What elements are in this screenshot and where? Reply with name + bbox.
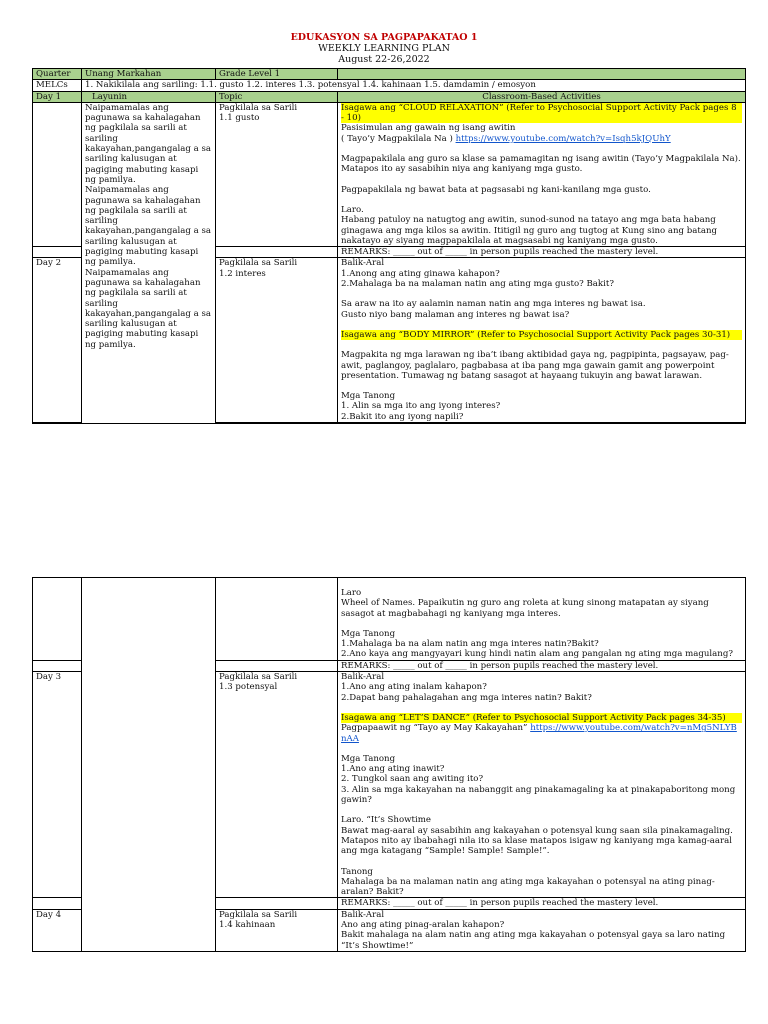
day-2-para-4: Mga Tanong 1. Alin sa mga ito ang iyong interes? 2.Bakit ito ang iyong napili? xyxy=(341,391,501,422)
layunin-text-3: Naipamamalas ang pagunawa sa kahalagahan ng pagkilala sa sarili at sariling kakayahan,pangangalag a sa sariling kalusugan at pagiging mabuting kasapi ng pamilya. xyxy=(85,267,214,350)
day-2-para-3: Magpakita ng mga larawan ng iba’t ibang aktibidad gaya ng, pagpipinta, pagsayaw, pag-awit, paglangoy, paglalaro, pagbabasa at iba pang mga gawain gamit ang powerpoint presentation. Tumawag ng batang sasagot at hayaang tukuyin ang bawat larawan. xyxy=(341,350,729,381)
day-1-row xyxy=(33,102,746,246)
topic-header: Topic xyxy=(216,91,338,102)
day-1-song-line: ( Tayo’y Magpakilala Na ) https://www.youtube.com/watch?v=Isqh5kJQUhY xyxy=(341,133,671,144)
document-subtitle: WEEKLY LEARNING PLAN xyxy=(318,43,450,54)
layunin-cell xyxy=(82,102,216,423)
learning-plan-table-page-2 xyxy=(32,577,746,952)
day-2-remarks: REMARKS: _____ out of _____ in person pupils reached the mastery level. xyxy=(338,660,746,671)
day-1-remarks: REMARKS: _____ out of _____ in person pupils reached the mastery level. xyxy=(338,247,746,258)
document-title: EDUKASYON SA PAGPAPAKATAO 1 xyxy=(290,32,478,43)
activities-header: Classroom-Based Activities xyxy=(338,91,746,102)
day-3-label: Day 3 xyxy=(33,672,82,898)
learning-plan-table-page-1 xyxy=(32,68,746,424)
day-2-para-6: Mga Tanong 1.Mahalaga ba na alam natin ang mga interes natin?Bakit? 2.Ano kaya ang mangyayari kung hindi natin alam ang pangalan ng ating mga magulang? xyxy=(341,628,733,660)
day-1-label: Day 1 xyxy=(33,91,82,102)
melcs-value: 1. Nakikilala ang sariling: 1.1. gusto 1.2. interes 1.3. potensyal 1.4. kahinaan 1.5. damdamin / emosyon xyxy=(82,80,746,91)
day-4-activities xyxy=(338,909,746,951)
layunin-header: Layunin xyxy=(82,91,216,102)
quarter-row xyxy=(33,69,746,80)
day-1-intro: Pasisimulan ang gawain ng isang awitin xyxy=(341,123,516,134)
day-1-topic: Pagkilala sa Sarili 1.1 gusto xyxy=(216,102,338,246)
day-3-topic: Pagkilala sa Sarili 1.3 potensyal xyxy=(216,672,338,898)
day-1-para-1: Magpapakilala ang guro sa klase sa pamamagitan ng isang awitin (Tayo’y Magpakilala Na). Matapos ito ay sasabihin niya ang kaniyang mga gusto. xyxy=(341,154,744,175)
day-1-song-link[interactable]: https://www.youtube.com/watch?v=Isqh5kJQUhY xyxy=(455,133,671,144)
day-2-continued-row xyxy=(33,578,746,661)
quarter-value: Unang Markahan xyxy=(82,69,216,80)
quarter-label: Quarter xyxy=(33,69,82,80)
day-3-para-4: Tanong Mahalaga ba na malaman natin ang ating mga kakayahan o potensyal na ating pinag-aralan? Bakit? xyxy=(341,866,715,898)
layunin-text-1: Naipamamalas ang pagunawa sa kahalagahan ng pagkilala sa sarili at sariling kakayahan,pangangalag a sa sariling kalusugan at pagiging mabuting kasapi ng pamilya. xyxy=(85,102,214,185)
day-3-para-3: Laro. “It’s Showtime Bawat mag-aaral ay sasabihin ang kakayahan o potensyal kung saan sila pinakamagaling. Matapos nito ay ibabahagi nila ito sa klase matapos isigaw ng kaniyang mga kamag-aaral ang mga katagang “Sample! Sample! Sample!”. xyxy=(341,815,733,857)
day-2-topic: Pagkilala sa Sarili 1.2 interes xyxy=(216,258,338,423)
day-1-para-2: Pagpapakilala ng bawat bata at pagsasabi ng kani-kanilang mga gusto. xyxy=(341,184,651,195)
melcs-row xyxy=(33,80,746,91)
document-date: August 22-26,2022 xyxy=(338,54,430,65)
day-3-para-1: Balik-Aral 1.Ano ang ating inalam kahapon? 2.Dapat bang pahalagahan ang mga interes natin? Bakit? xyxy=(341,672,592,703)
day-1-highlight: Isagawa ang “CLOUD RELAXATION” (Refer to Psychosocial Support Activity Pack pages 8 - 10) xyxy=(341,103,742,124)
day-2-para-5: Laro Wheel of Names. Papaikutin ng guro ang roleta at kung sinong matapatan ay siyang sasagot at magbabahagi ng kaniyang mga interes. xyxy=(341,588,709,619)
grade-level: Grade Level 1 xyxy=(216,69,338,80)
melcs-label: MELCs xyxy=(33,80,82,91)
layunin-text-2: Naipamamalas ang pagunawa sa kahalagahan ng pagkilala sa sarili at sariling kakayahan,pangangalag a sa sariling kalusugan at pagiging mabuting kasapi ng pamilya. xyxy=(85,185,214,268)
day-4-label: Day 4 xyxy=(33,909,82,951)
day-3-activities xyxy=(338,672,746,898)
day-2-para-1: Balik-Aral 1.Anong ang ating ginawa kahapon? 2.Mahalaga ba na malaman natin ang ating mga gusto? Bakit? xyxy=(341,258,614,290)
column-header-row xyxy=(33,91,746,102)
day-2-label: Day 2 xyxy=(33,258,82,423)
day-3-remarks: REMARKS: _____ out of _____ in person pupils reached the mastery level. xyxy=(338,898,746,909)
day-1-activities xyxy=(338,102,746,246)
day-3-para-2: Mga Tanong 1.Ano ang ating inawit? 2. Tungkol saan ang awiting ito? 3. Alin sa mga kakayahan na nabanggit ang pinakamagaling ka at pinakapaboritong mong gawin? xyxy=(341,753,736,806)
day-2-highlight: Isagawa ang “BODY MIRROR” (Refer to Psychosocial Support Activity Pack pages 30-31) xyxy=(341,330,742,340)
day-1-para-3: Laro. Habang patuloy na natugtog ang awitin, sunod-sunod na tatayo ang mga bata habang ginagawa ang mga kilos sa awitin. Ititigil ng guro ang tugtog at Kung sino ang batang nakatayo ay siyang magpapakilala at magsasabi ng kaniyang mga gusto. xyxy=(341,204,718,246)
day-3-song-link[interactable]: https://www.youtube.com/watch?v=nMg5NLYBnAA xyxy=(341,723,737,744)
day-2-activities xyxy=(338,258,746,423)
day-4-para-1: Balik-Aral Ano ang ating pinag-aralan kahapon? Bakit mahalaga na alam natin ang ating mga kakayahan o potensyal gaya sa laro nating “It’s Showtime!” xyxy=(341,909,726,951)
day-3-highlight: Isagawa ang “LET’S DANCE” (Refer to Psychosocial Support Activity Pack pages 34-35) xyxy=(341,713,742,723)
day-2-continued-activities xyxy=(338,578,746,661)
day-2-para-2: Sa araw na ito ay aalamin naman natin ang mga interes ng bawat isa. Gusto niyo bang malaman ang interes ng bawat isa? xyxy=(341,299,646,320)
day-4-topic: Pagkilala sa Sarili 1.4 kahinaan xyxy=(216,909,338,951)
day-3-song-line: Pagpapaawit ng “Tayo ay May Kakayahan” https://www.youtube.com/watch?v=nMg5NLYBnAA xyxy=(341,723,737,744)
